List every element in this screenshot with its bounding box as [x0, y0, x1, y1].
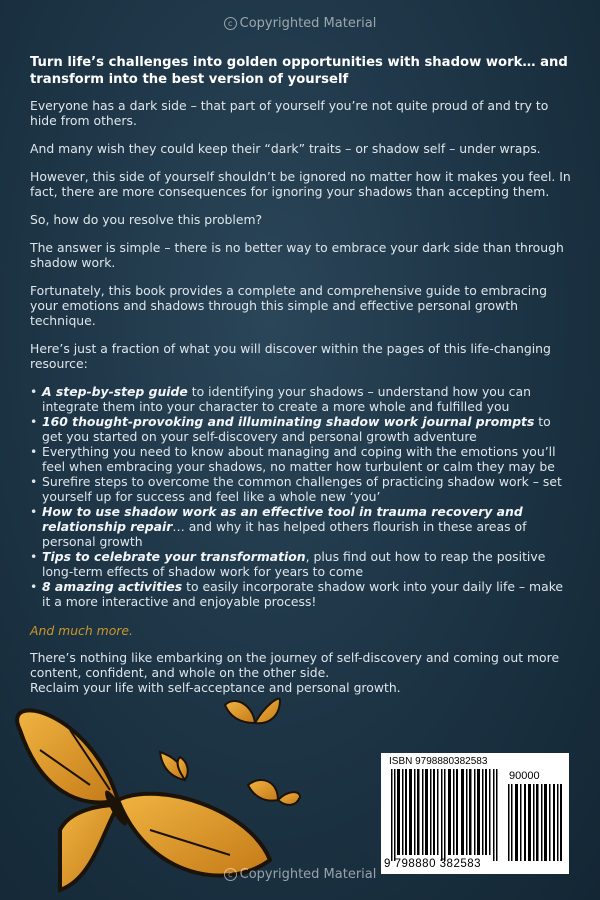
- watermark-bottom: [0, 867, 600, 882]
- list-item-emphasis: A step-by-step guide: [42, 384, 188, 399]
- small-butterfly-icon: [160, 752, 188, 780]
- list-item: [40, 549, 572, 579]
- paragraph: Fortunately, this book provides a complete and comprehensive guide to embracing your emotions and shadows through this simple and effective personal growth technique.: [30, 283, 547, 328]
- list-item-text: to easily incorporate shadow work into your daily life – make it a more interactive and enjoyable process!: [42, 579, 564, 609]
- list-item-emphasis: How to use shadow work as an effective tool in trauma recovery and relationship repair: [42, 504, 523, 534]
- and-more-text: And much more.: [30, 623, 133, 638]
- list-item-text: , plus find out how to reap the positive long-term effects of shadow work for years to come: [42, 549, 546, 579]
- small-butterfly-icon: [248, 780, 300, 805]
- closing-paragraph: Reclaim your life with self-acceptance and personal growth.: [30, 680, 401, 695]
- feature-list: [30, 384, 572, 609]
- paragraph: Everyone has a dark side – that part of yourself you’re not quite proud of and try to hide from others.: [30, 98, 549, 128]
- list-item: [40, 504, 572, 549]
- copyright-icon: c: [224, 868, 237, 881]
- headline: Turn life’s challenges into golden opportunities with shadow work… and transform into the best version of yourself: [30, 55, 568, 87]
- list-item-text: Everything you need to know about managing and coping with the emotions you’ll feel when embracing your shadows, no matter how turbulent or calm they may be: [42, 444, 556, 474]
- isbn-label: ISBN 9798880382583: [389, 756, 488, 767]
- isbn-digits: 9 798880 382583: [384, 858, 482, 870]
- paragraph: So, how do you resolve this problem?: [30, 212, 263, 227]
- price-code: 90000: [509, 770, 540, 782]
- list-item: [40, 444, 572, 474]
- small-butterfly-icon: [225, 699, 280, 724]
- back-cover-copy: [30, 54, 572, 695]
- paragraph: Here’s just a fraction of what you will discover within the pages of this life-changing resource:: [30, 341, 551, 371]
- list-item: [40, 414, 572, 444]
- list-item-text: … and why it has helped others flourish in these areas of personal growth: [42, 519, 527, 549]
- copyright-icon: c: [224, 17, 237, 30]
- paragraph: And many wish they could keep their “dark” traits – or shadow self – under wraps.: [30, 141, 541, 156]
- list-item: [40, 474, 572, 504]
- list-item: [40, 579, 572, 609]
- list-item-text: to get you started on your self-discovery and personal growth adventure: [42, 414, 551, 444]
- list-item-text: Surefire steps to overcome the common challenges of practicing shadow work – set yourself up for success and feel like a whole new ‘you’: [42, 474, 562, 504]
- closing-paragraph: There’s nothing like embarking on the journey of self-discovery and coming out more content, confident, and whole on the other side.: [30, 650, 560, 680]
- barcode-panel: [381, 753, 569, 874]
- isbn-barcode: [391, 769, 501, 861]
- list-item: [40, 384, 572, 414]
- list-item-emphasis: Tips to celebrate your transformation: [42, 549, 306, 564]
- list-item-text: to identifying your shadows – understand how you can integrate them into your character to create a more whole and fulfilled you: [42, 384, 531, 414]
- list-item-emphasis: 8 amazing activities: [42, 579, 183, 594]
- price-barcode: [508, 784, 563, 861]
- watermark-text: Copyrighted Material: [239, 867, 377, 882]
- watermark-top: [0, 16, 600, 31]
- paragraph: However, this side of yourself shouldn’t be ignored no matter how it makes you feel. In fact, there are more consequences for ignoring your shadows than accepting them.: [30, 169, 571, 199]
- large-butterfly-icon: [17, 710, 270, 890]
- watermark-text: Copyrighted Material: [239, 16, 377, 31]
- paragraph: The answer is simple – there is no better way to embrace your dark side than through shadow work.: [30, 240, 564, 270]
- list-item-emphasis: 160 thought-provoking and illuminating shadow work journal prompts: [42, 414, 535, 429]
